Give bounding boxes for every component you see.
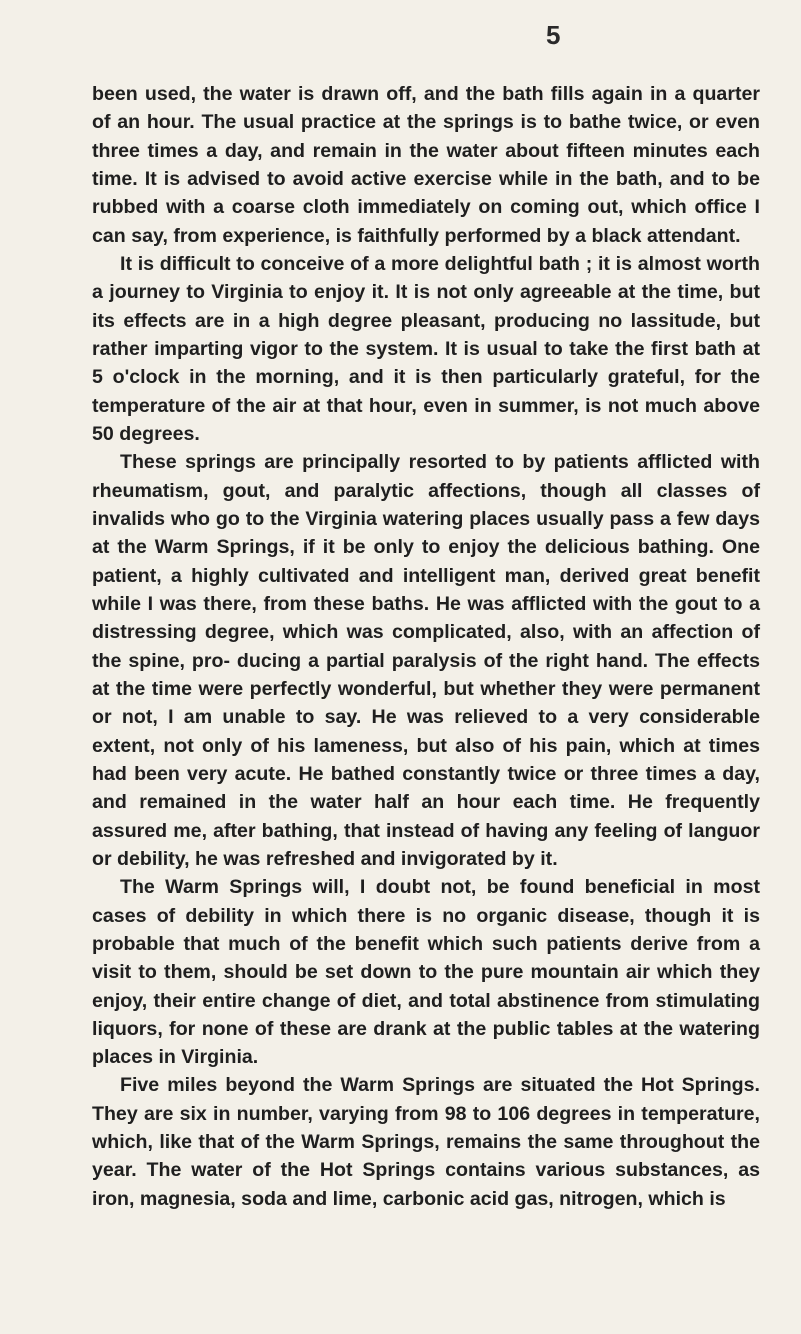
paragraph-4: The Warm Springs will, I doubt not, be found beneficial in most cases of debility in which there is no organic disease, though it is probable that much of the benefit which such patients derive from a visit to them, should be set down to the pure mountain air which they enjoy, their entire change of diet, and total abstinence from stimulating liquors, for none of these are drank at the public tables at the watering places in Virginia. — [92, 876, 760, 1069]
paragraph-1: been used, the water is drawn off, and the bath fills again in a quarter of an hour. The usual practice at the springs is to bathe twice, or even three times a day, and remain in the water about fifteen minutes each time. It is advised to avoid active exercise while in the bath, and to be rubbed with a coarse cloth immediately on coming out, which office I can say, from experience, is faithfully performed by a black attendant. — [92, 83, 760, 247]
paragraph-2: It is difficult to conceive of a more delightful bath ; it is almost worth a journey to Virginia to enjoy it. It is not only agreeable at the time, but its effects are in a high degree pleasant, producing no lassitude, but rather imparting vigor to the system. It is usual to take the first bath at 5 o'clock in the morning, and it is then particularly grateful, for the temperature of the air at that hour, even in summer, is not much above 50 degrees. — [92, 252, 760, 445]
page-number: 5 — [546, 20, 561, 50]
paragraph-3: These springs are principally resorted to by patients afflicted with rheumatism, gout, and paralytic affections, though all classes of invalids who go to the Virginia watering places usually pass a few days at the Warm Springs, if it be only to enjoy the delicious bathing. One patient, a highly cultivated and intelligent man, derived great benefit while I was there, from these baths. He was afflicted with the gout to a distressing degree, which was complicated, also, with an affection of the spine, pro- ducing a partial paralysis of the right hand. The effects at the time were perfectly wonderful, but whether they were permanent or not, I am unable to say. He was relieved to a very considerable extent, not only of his lameness, but also of his pain, which at times had been very acute. He bathed constantly twice or three times a day, and remained in the water half an hour each time. He frequently assured me, after bathing, that instead of having any feeling of languor or debility, he was refreshed and invigorated by it. — [92, 451, 760, 870]
paragraph-5: Five miles beyond the Warm Springs are situated the Hot Springs. They are six in number, varying from 98 to 106 degrees in temperature, which, like that of the Warm Springs, remains the same throughout the year. The water of the Hot Springs contains various substances, as iron, magnesia, soda and lime, carbonic acid gas, nitrogen, which is — [92, 1074, 760, 1210]
body-text — [92, 80, 760, 1213]
